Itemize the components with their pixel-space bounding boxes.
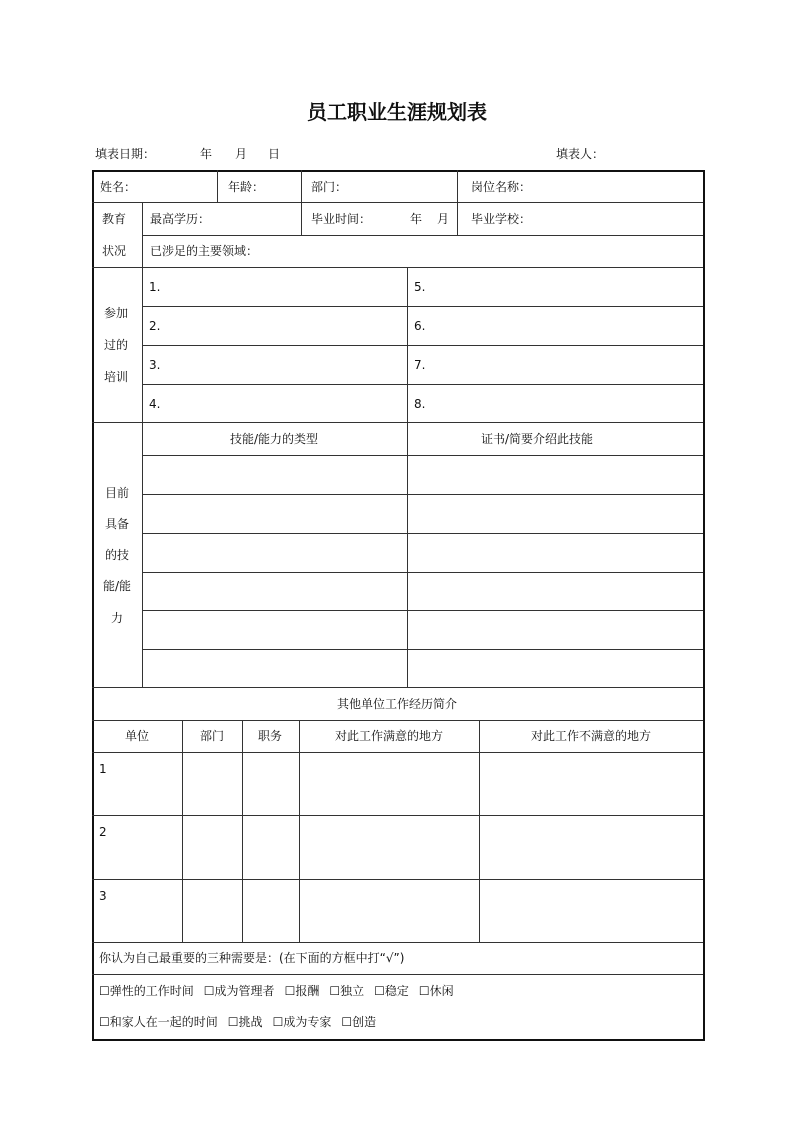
- need-option-label: 成为专家: [283, 1015, 332, 1029]
- divider: [142, 202, 143, 687]
- divider: [142, 345, 703, 346]
- training-item[interactable]: 2.: [149, 319, 161, 333]
- need-option[interactable]: [374, 984, 409, 998]
- degree-field[interactable]: 最高学历：: [150, 212, 211, 226]
- skills-cert-header: 证书/简要介绍此技能: [480, 432, 594, 446]
- grad-year: 年: [410, 212, 423, 226]
- training-label-1: 参加: [104, 306, 129, 320]
- col-title: 职务: [257, 729, 283, 743]
- name-field[interactable]: 姓名：: [100, 180, 137, 194]
- need-option-label: 稳定: [384, 984, 409, 998]
- divider: [92, 720, 703, 721]
- divider: [92, 815, 703, 816]
- checkbox[interactable]: ☐: [272, 1015, 284, 1029]
- need-option[interactable]: [419, 984, 454, 998]
- page-title: 员工职业生涯规划表: [307, 100, 487, 124]
- need-option[interactable]: [329, 984, 364, 998]
- need-option-label: 报酬: [295, 984, 320, 998]
- grad-time-field[interactable]: 毕业时间：: [311, 212, 372, 226]
- need-option-label: 独立: [340, 984, 365, 998]
- divider: [142, 572, 703, 573]
- need-option[interactable]: [99, 1015, 218, 1029]
- need-option[interactable]: [273, 1015, 332, 1029]
- skills-label-5: 力: [110, 611, 124, 625]
- need-option[interactable]: [285, 984, 320, 998]
- divider: [92, 422, 703, 423]
- training-item[interactable]: 3.: [149, 358, 161, 372]
- fields-field[interactable]: 已涉足的主要领域：: [150, 244, 259, 258]
- divider: [142, 494, 703, 495]
- divider: [92, 687, 703, 688]
- experience-row-num: 1: [99, 762, 107, 776]
- skills-type-header: 技能/能力的类型: [229, 432, 319, 446]
- divider: [242, 720, 243, 942]
- divider: [301, 170, 302, 235]
- divider: [92, 752, 703, 753]
- checkbox[interactable]: ☐: [99, 984, 110, 998]
- need-option-label: 和家人在一起的时间: [109, 1015, 218, 1029]
- divider: [457, 170, 458, 235]
- col-unsatisfied: 对此工作不满意的地方: [530, 729, 652, 743]
- skills-label-1: 目前: [104, 486, 130, 500]
- need-option-label: 成为管理者: [214, 984, 275, 998]
- divider: [142, 649, 703, 650]
- date-day: 日: [268, 147, 281, 161]
- divider: [142, 455, 703, 456]
- training-item[interactable]: 5.: [414, 280, 426, 294]
- col-dept: 部门: [199, 729, 225, 743]
- skills-label-2: 具备: [104, 517, 130, 531]
- checkbox[interactable]: ☐: [341, 1015, 353, 1029]
- training-item[interactable]: 1.: [149, 280, 161, 294]
- divider: [142, 235, 703, 236]
- divider: [142, 533, 703, 534]
- checkbox[interactable]: ☐: [374, 984, 385, 998]
- divider: [142, 610, 703, 611]
- divider: [407, 267, 408, 687]
- skills-label-4: 能/能: [102, 579, 132, 593]
- edu-label-2: 状况: [102, 244, 127, 258]
- experience-row-num: 2: [99, 825, 107, 839]
- date-label: 填表日期：: [95, 147, 156, 161]
- divider: [142, 384, 703, 385]
- checkbox[interactable]: ☐: [203, 984, 215, 998]
- checkbox[interactable]: ☐: [99, 1015, 110, 1029]
- experience-title: 其他单位工作经历简介: [336, 697, 458, 711]
- form-table: [92, 170, 705, 1041]
- training-item[interactable]: 8.: [414, 397, 426, 411]
- checkbox[interactable]: ☐: [227, 1015, 239, 1029]
- checkbox[interactable]: ☐: [284, 984, 296, 998]
- filler-label: 填表人：: [556, 147, 605, 161]
- grad-month: 月: [437, 212, 450, 226]
- need-option[interactable]: [204, 984, 275, 998]
- training-label-2: 过的: [104, 338, 129, 352]
- date-month: 月: [235, 147, 248, 161]
- position-field[interactable]: 岗位名称：: [471, 180, 532, 194]
- experience-row-num: 3: [99, 889, 107, 903]
- divider: [92, 202, 703, 203]
- training-label-3: 培训: [104, 370, 129, 384]
- need-option-label: 休闲: [429, 984, 454, 998]
- divider: [299, 720, 300, 942]
- divider: [92, 267, 703, 268]
- needs-question: 你认为自己最重要的三种需要是：(在下面的方框中打“√”): [99, 951, 405, 965]
- divider: [92, 879, 703, 880]
- col-unit: 单位: [124, 729, 150, 743]
- dept-field[interactable]: 部门：: [311, 180, 348, 194]
- checkbox[interactable]: ☐: [418, 984, 430, 998]
- divider: [142, 306, 703, 307]
- need-option-label: 弹性的工作时间: [109, 984, 194, 998]
- training-item[interactable]: 6.: [414, 319, 426, 333]
- skills-label-3: 的技: [104, 548, 130, 562]
- divider: [217, 170, 218, 202]
- edu-label-1: 教育: [102, 212, 127, 226]
- divider: [92, 974, 703, 975]
- checkbox[interactable]: ☐: [329, 984, 341, 998]
- age-field[interactable]: 年龄：: [228, 180, 265, 194]
- divider: [92, 942, 703, 943]
- need-option[interactable]: [99, 984, 194, 998]
- need-option[interactable]: [228, 1015, 263, 1029]
- need-option-label: 创造: [352, 1015, 377, 1029]
- date-year: 年: [200, 147, 213, 161]
- training-item[interactable]: 7.: [414, 358, 426, 372]
- school-field[interactable]: 毕业学校：: [471, 212, 532, 226]
- need-option-label: 挑战: [238, 1015, 263, 1029]
- training-item[interactable]: 4.: [149, 397, 161, 411]
- divider: [479, 720, 480, 942]
- col-satisfied: 对此工作满意的地方: [334, 729, 444, 743]
- divider: [182, 720, 183, 942]
- need-option[interactable]: [341, 1015, 376, 1029]
